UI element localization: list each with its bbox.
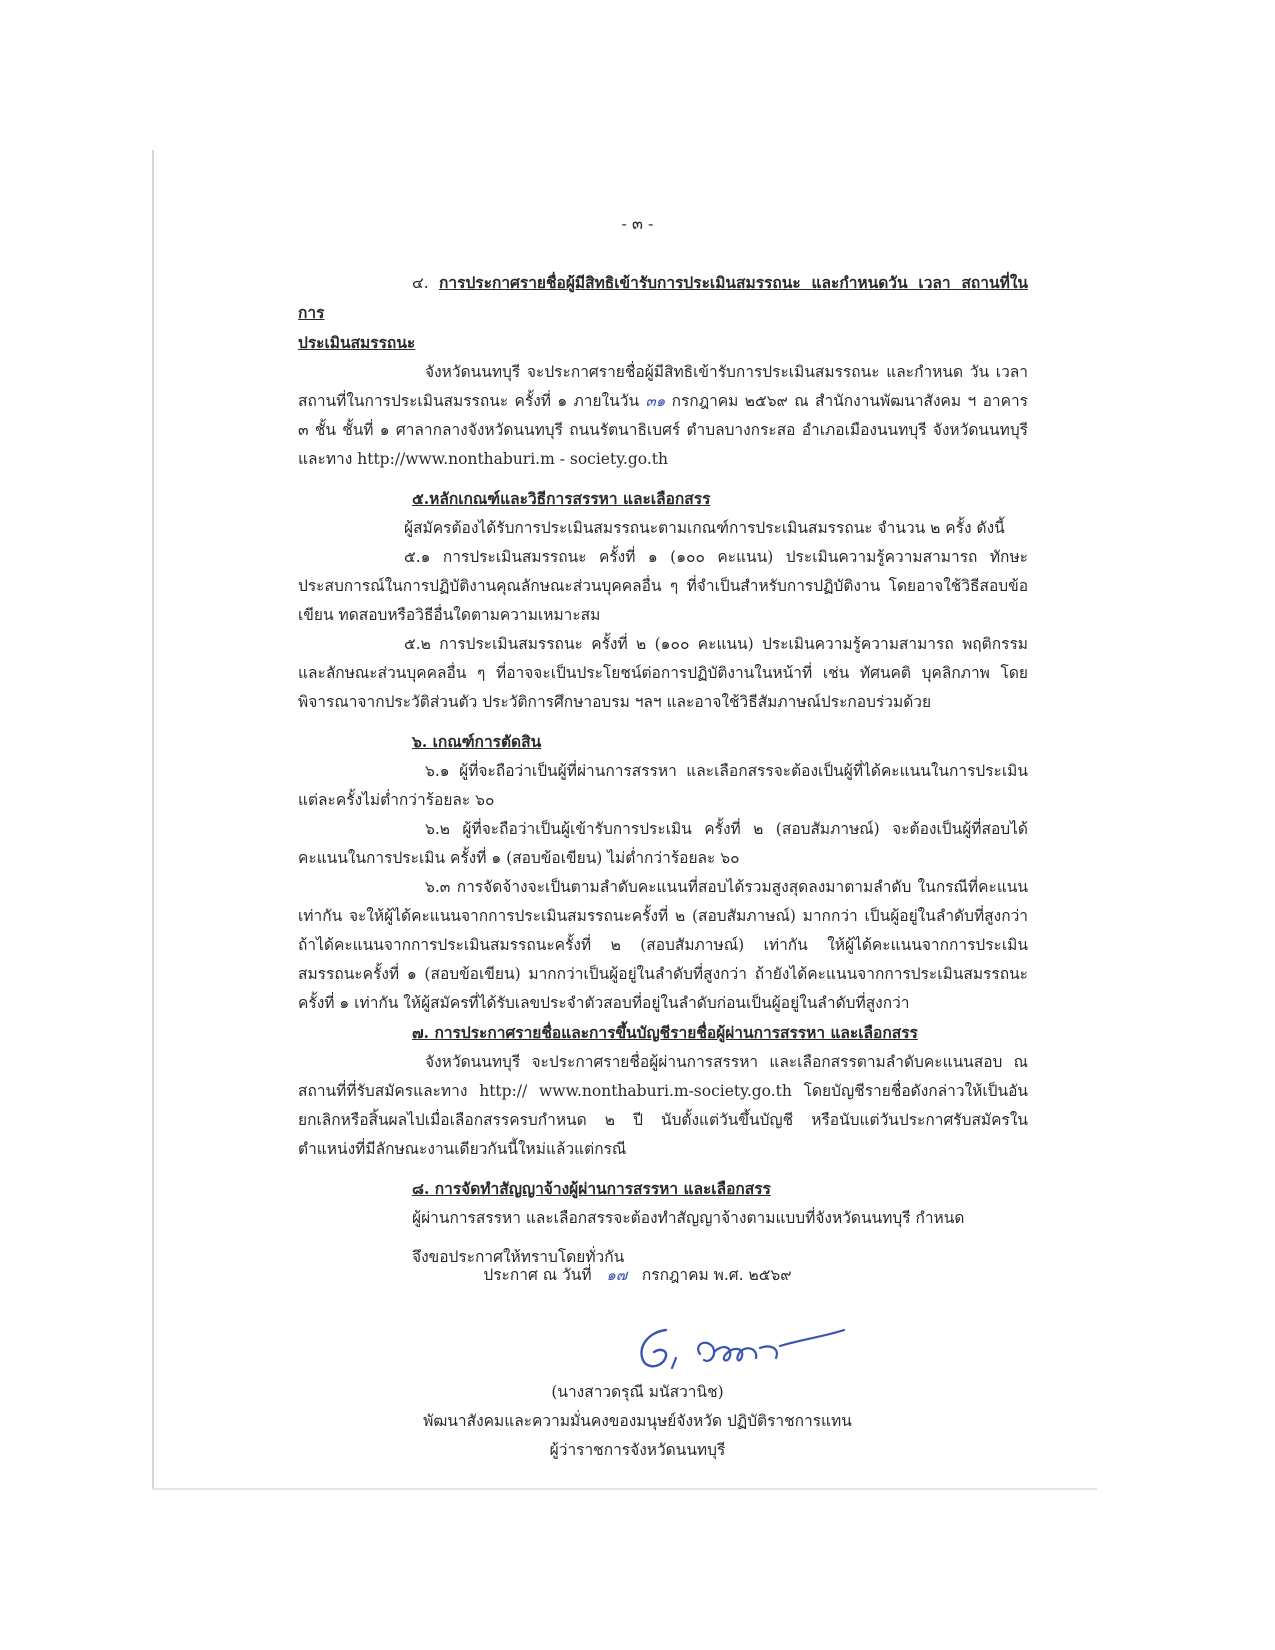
- section8-heading: ๘. การจัดทำสัญญาจ้างผู้ผ่านการสรรหา และเลือกสรร: [412, 1179, 771, 1198]
- section7-heading: ๗. การประกาศรายชื่อและการขึ้นบัญชีรายชื่อผู้ผ่านการสรรหา และเลือกสรร: [412, 1023, 918, 1042]
- section5-intro: ผู้สมัครต้องได้รับการประเมินสมรรถนะตามเกณฑ์การประเมินสมรรถนะ จำนวน ๒ ครั้ง ดังนี้: [404, 519, 1005, 537]
- section5-item2: ๕.๒ การประเมินสมรรถนะ ครั้งที่ ๒ (๑๐๐ คะแนน) ประเมินความรู้ความสามารถ พฤติกรรม และลักษณะส่วนบุคคลอื่น ๆ ที่อาจจะเป็นประโยชน์ต่อการปฏิบัติงานในหน้าที่ เช่น ทัศนคติ บุคลิกภาพ โดยพิจารณาจากประวัติส่วนตัว ประวัติการศึกษาอบรม ฯลฯ และอาจใช้วิธีสัมภาษณ์ประกอบร่วมด้วย: [298, 635, 1028, 711]
- signatory-block: [0, 1378, 1275, 1465]
- page-number: - ๓ -: [621, 214, 654, 233]
- section5-heading-row: [298, 484, 1028, 514]
- section6-item3: ๖.๓ การจัดจ้างจะเป็นตามลำดับคะแนนที่สอบได้รวมสูงสุดลงมาตามลำดับ ในกรณีที่คะแนนเท่ากัน จะให้ผู้ได้คะแนนจากการประเมินสมรรถนะครั้งที่ ๒ (สอบสัมภาษณ์) มากกว่า เป็นผู้อยู่ในลำดับที่สูงกว่าถ้าได้คะแนนจากการประเมินสมรรถนะครั้งที่ ๒ (สอบสัมภาษณ์) เท่ากัน ให้ผู้ได้คะแนนจากการประเมินสมรรถนะครั้งที่ ๑ (สอบข้อเขียน) มากกว่าเป็นผู้อยู่ในลำดับที่สูงกว่า ถ้ายังได้คะแนนจากการประเมินสมรรถนะครั้งที่ ๑ เท่ากัน ให้ผู้สมัครที่ได้รับเลขประจำตัวสอบที่อยู่ในลำดับก่อนเป็นผู้อยู่ในลำดับที่สูงกว่า: [298, 878, 1028, 1012]
- section7-heading-row: [298, 1018, 1028, 1048]
- scan-edge-bottom: [152, 1488, 1097, 1490]
- section4-body: [298, 358, 1028, 474]
- handwritten-signature: [630, 1318, 870, 1373]
- handwritten-announcement-day: ๑๗: [606, 1266, 628, 1284]
- section4-number: ๔.: [412, 274, 429, 292]
- announcement-date: [0, 1262, 1275, 1287]
- section8-body: ผู้ผ่านการสรรหา และเลือกสรรจะต้องทำสัญญาจ้างตามแบบที่จังหวัดนนทบุรี กำหนด: [412, 1209, 965, 1227]
- closing-statement: จึงขอประกาศให้ทราบโดยทั่วกัน: [412, 1248, 625, 1266]
- section4-body-part1: จังหวัดนนทบุรี จะประกาศรายชื่อผู้มีสิทธิเข้ารับการประเมินสมรรถนะ และกำหนด วัน เวลา สถานที่ในการประเมินสมรรถนะ ครั้งที่ ๑ ภายในวัน: [298, 363, 1028, 410]
- section6-heading: ๖. เกณฑ์การตัดสิน: [412, 732, 542, 751]
- section7-body: จังหวัดนนทบุรี จะประกาศรายชื่อผู้ผ่านการสรรหา และเลือกสรรตามลำดับคะแนนสอบ ณ สถานที่ที่รับสมัครและทาง http:// www.nonthaburi.m-society.go.th โดยบัญชีรายชื่อดังกล่าวให้เป็นอันยกเลิกหรือสิ้นผลไปเมื่อเลือกสรรครบกำหนด ๒ ปี นับตั้งแต่วันขึ้นบัญชี หรือนับแต่วันประกาศรับสมัครในตำแหน่งที่มีลักษณะงานเดียวกันนี้ใหม่แล้วแต่กรณี: [298, 1053, 1028, 1158]
- section5-item1: ๕.๑ การประเมินสมรรถนะ ครั้งที่ ๑ (๑๐๐ คะแนน) ประเมินความรู้ความสามารถ ทักษะ ประสบการณ์ในการปฏิบัติงานคุณลักษณะส่วนบุคคลอื่น ๆ ที่จำเป็นสำหรับการปฏิบัติงาน โดยอาจใช้วิธีสอบข้อเขียน ทดสอบหรือวิธีอื่นใดตามความเหมาะสม: [298, 548, 1028, 624]
- section4-heading-line2: ประเมินสมรรถนะ: [298, 333, 416, 352]
- signatory-title: พัฒนาสังคมและความมั่นคงของมนุษย์จังหวัด ปฏิบัติราชการแทน: [423, 1412, 852, 1430]
- signatory-name: (นางสาวดรุณี มนัสวานิช): [551, 1383, 724, 1401]
- announcement-suffix: กรกฎาคม พ.ศ. ๒๕๖๙: [641, 1266, 792, 1284]
- announcement-prefix: ประกาศ ณ วันที่: [483, 1266, 592, 1284]
- section8-heading-row: [298, 1174, 1028, 1204]
- signatory-title2: ผู้ว่าราชการจังหวัดนนทบุรี: [549, 1441, 726, 1459]
- section5-heading: ๕.หลักเกณฑ์และวิธีการสรรหา และเลือกสรร: [412, 489, 711, 508]
- section4-heading-line1: การประกาศรายชื่อผู้มีสิทธิเข้ารับการประเมินสมรรถนะ และกำหนดวัน เวลา สถานที่ในการ: [298, 273, 1028, 322]
- section6-item1: ๖.๑ ผู้ที่จะถือว่าเป็นผู้ที่ผ่านการสรรหา และเลือกสรรจะต้องเป็นผู้ที่ได้คะแนนในการประเมินแต่ละครั้งไม่ต่ำกว่าร้อยละ ๖๐: [298, 762, 1028, 809]
- section6-item2: ๖.๒ ผู้ที่จะถือว่าเป็นผู้เข้ารับการประเมิน ครั้งที่ ๒ (สอบสัมภาษณ์) จะต้องเป็นผู้ที่สอบได้คะแนนในการประเมิน ครั้งที่ ๑ (สอบข้อเขียน) ไม่ต่ำกว่าร้อยละ ๖๐: [298, 820, 1028, 867]
- scan-edge-left: [152, 150, 154, 1490]
- section4-body-part2: กรกฎาคม ๒๕๖๙ ณ สำนักงานพัฒนาสังคม ฯ อาคาร ๓ ชั้น ชั้นที่ ๑ ศาลากลางจังหวัดนนทบุรี ถนนรัตนาธิเบศร์ ตำบลบางกระสอ อำเภอเมืองนนทบุรี จังหวัดนนทบุรี และทาง http://www.nonthaburi.m - society.go.th: [298, 392, 1028, 468]
- section4-heading: [298, 268, 1028, 328]
- handwritten-day: ๓๑: [645, 392, 666, 410]
- section4-heading-cont: [298, 328, 1028, 358]
- document-body: [298, 268, 1028, 1272]
- section6-heading-row: [298, 727, 1028, 757]
